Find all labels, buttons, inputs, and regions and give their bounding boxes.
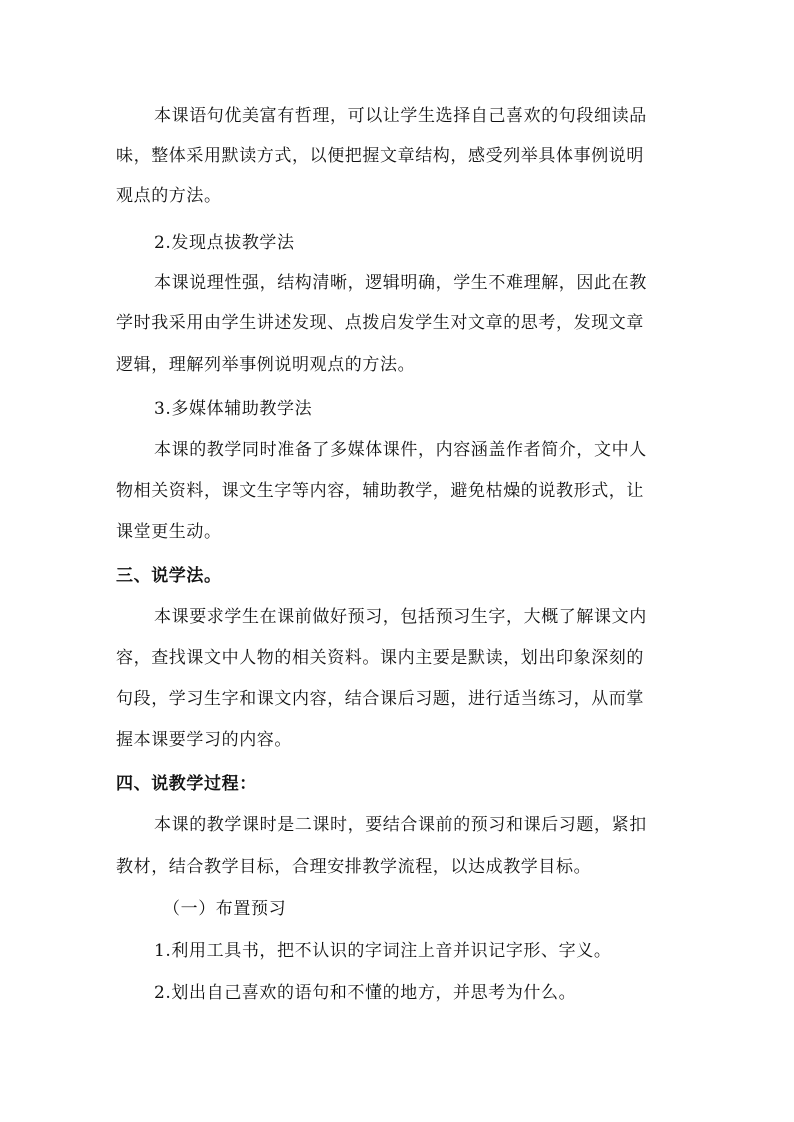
method-title: 3.多媒体辅助教学法 — [154, 399, 313, 419]
paragraph-line: 物相关资料，课文生字等内容，辅助教学，避免枯燥的说教形式，让 — [116, 481, 644, 501]
paragraph-line: 本课语句优美富有哲理，可以让学生选择自己喜欢的句段细读品 — [154, 106, 647, 126]
paragraph-line: 味，整体采用默读方式，以便把握文章结构，感受列举具体事例说明 — [116, 146, 644, 166]
section-heading: 三、说学法。 — [116, 566, 222, 586]
paragraph-line: 本课说理性强，结构清晰，逻辑明确，学生不难理解，因此在教 — [154, 273, 647, 293]
paragraph-line: 本课要求学生在课前做好预习，包括预习生字，大概了解课文内 — [154, 607, 647, 627]
list-item: 1.利用工具书，把不认识的字词注上音并识记字形、字义。 — [154, 941, 612, 961]
paragraph-line: 课堂更生动。 — [116, 522, 222, 542]
paragraph-line: 本课的教学课时是二课时，要结合课前的预习和课后习题，紧扣 — [154, 815, 647, 835]
method-title: 2.发现点拔教学法 — [154, 233, 295, 253]
paragraph-line: 容，查找课文中人物的相关资料。课内主要是默读，划出印象深刻的 — [116, 648, 644, 668]
paragraph-line: 观点的方法。 — [116, 186, 222, 206]
list-item: 2.划出自己喜欢的语句和不懂的地方，并思考为什么。 — [154, 983, 577, 1003]
paragraph-line: 握本课要学习的内容。 — [116, 730, 292, 750]
paragraph-line: 教材，结合教学目标，合理安排教学流程，以达成教学目标。 — [116, 857, 592, 877]
section-heading: 四、说教学过程： — [116, 774, 257, 794]
paragraph-line: 句段，学习生字和课文内容，结合课后习题，进行适当练习，从而掌 — [116, 689, 644, 709]
paragraph-line: 学时我采用由学生讲述发现、点拨启发学生对文章的思考，发现文章 — [116, 313, 644, 333]
paragraph-line: 本课的教学同时准备了多媒体课件，内容涵盖作者简介，文中人 — [154, 440, 647, 460]
step-title: （一）布置预习 — [163, 899, 287, 919]
paragraph-line: 逻辑，理解列举事例说明观点的方法。 — [116, 355, 416, 375]
